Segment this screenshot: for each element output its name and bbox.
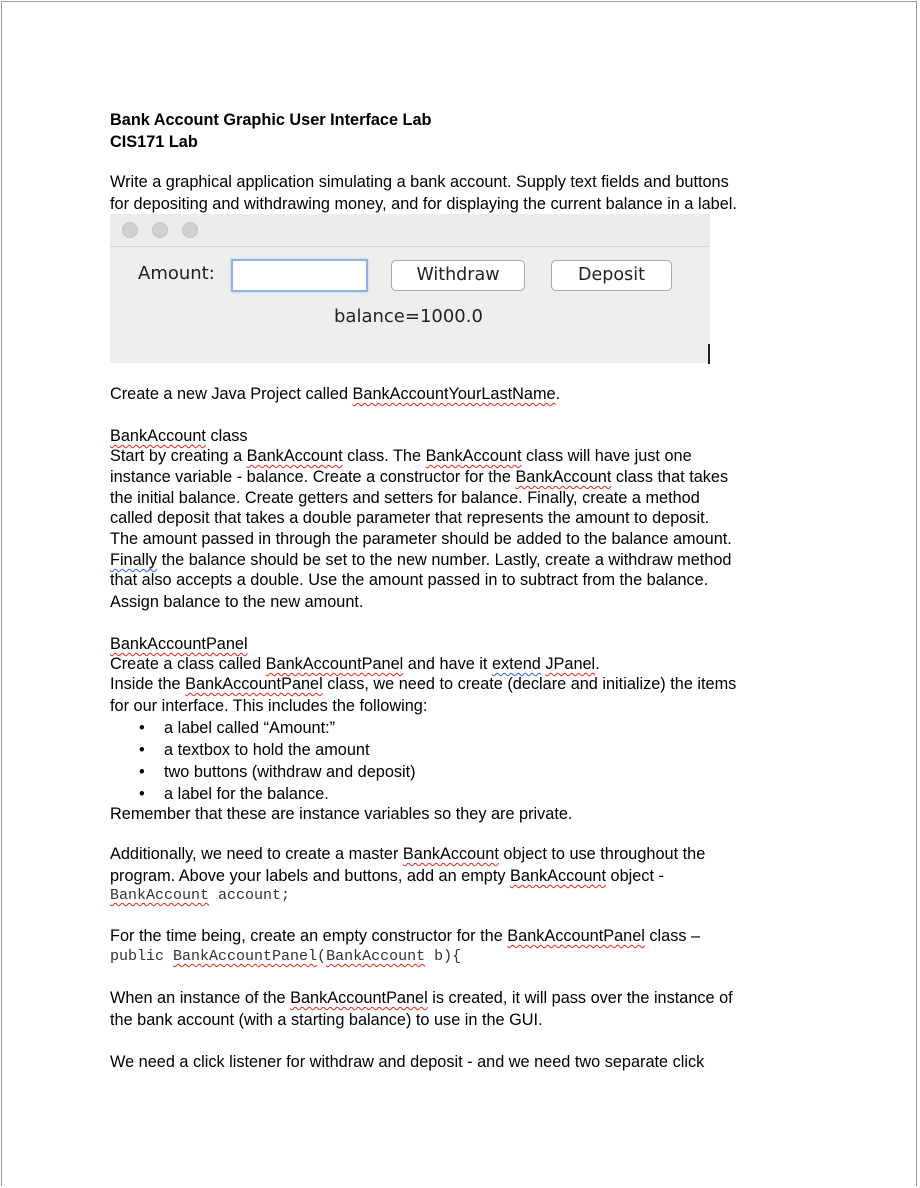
- doc-subtitle: CIS171 Lab: [110, 133, 198, 151]
- instance-line-1: When an instance of the BankAccountPanel is created, it will pass over the instance of: [110, 989, 733, 1007]
- panel-line-1: Create a class called BankAccountPanel and have it extend JPanel.: [110, 655, 600, 673]
- amount-label: Amount:: [138, 263, 215, 284]
- amount-input[interactable]: [231, 259, 368, 292]
- create-project-line: Create a new Java Project called BankAccountYourLastName.: [110, 385, 561, 403]
- bankaccount-line-4: called deposit that takes a double parameter that represents the amount to deposit.: [110, 509, 710, 527]
- bullet-marker: •: [139, 785, 145, 803]
- list-item: a label for the balance.: [164, 785, 329, 803]
- panel-line-2: Inside the BankAccountPanel class, we need to create (declare and initialize) the items: [110, 675, 737, 693]
- panel-heading: BankAccountPanel: [110, 635, 248, 653]
- list-item: a textbox to hold the amount: [164, 741, 370, 759]
- bullet-marker: •: [139, 763, 145, 781]
- intro-line-2: for depositing and withdrawing money, and for displaying the current balance in a label.: [110, 195, 737, 213]
- additional-line-1: Additionally, we need to create a master BankAccount object to use throughout the: [110, 845, 706, 863]
- bankaccount-line-7: that also accepts a double. Use the amount passed in to subtract from the balance.: [110, 571, 709, 589]
- account-code: BankAccount account;: [110, 887, 291, 904]
- bankaccount-line-6: Finally the balance should be set to the new number. Lastly, create a withdraw method: [110, 551, 732, 569]
- bank-account-window: [110, 214, 710, 363]
- bankaccount-line-3: the initial balance. Create getters and setters for balance. Finally, create a method: [110, 489, 700, 507]
- zoom-window-button[interactable]: [182, 222, 198, 238]
- bankaccount-heading: BankAccount class: [110, 427, 248, 445]
- listener-line-1: We need a click listener for withdraw and deposit - and we need two separate click: [110, 1053, 705, 1071]
- doc-title: Bank Account Graphic User Interface Lab: [110, 111, 432, 129]
- withdraw-button[interactable]: Withdraw: [391, 260, 525, 291]
- window-titlebar: [110, 214, 710, 247]
- instance-line-2: the bank account (with a starting balance) to use in the GUI.: [110, 1011, 543, 1029]
- additional-line-2: program. Above your labels and buttons, add an empty BankAccount object -: [110, 867, 664, 885]
- list-item: two buttons (withdraw and deposit): [164, 763, 416, 781]
- bullet-marker: •: [139, 719, 145, 737]
- bullet-marker: •: [139, 741, 145, 759]
- bankaccount-line-1: Start by creating a BankAccount class. The BankAccount class will have just one: [110, 447, 692, 465]
- intro-line-1: Write a graphical application simulating a bank account. Supply text fields and buttons: [110, 173, 729, 191]
- close-window-button[interactable]: [122, 222, 138, 238]
- balance-label: balance=1000.0: [334, 306, 483, 327]
- panel-line-4: Remember that these are instance variables so they are private.: [110, 805, 573, 823]
- bankaccount-line-5: The amount passed in through the parameter should be added to the balance amount.: [110, 530, 732, 548]
- panel-line-3: for our interface. This includes the following:: [110, 697, 428, 715]
- list-item: a label called “Amount:”: [164, 719, 336, 737]
- constructor-line-1: For the time being, create an empty constructor for the BankAccountPanel class –: [110, 927, 701, 945]
- deposit-button[interactable]: Deposit: [551, 260, 672, 291]
- bankaccount-line-2: instance variable - balance. Create a constructor for the BankAccount class that takes: [110, 468, 729, 486]
- project-name: BankAccountYourLastName: [352, 385, 556, 403]
- constructor-code: public BankAccountPanel(BankAccount b){: [110, 948, 462, 965]
- bankaccount-line-8: Assign balance to the new amount.: [110, 593, 364, 611]
- minimize-window-button[interactable]: [152, 222, 168, 238]
- window-edge-mark: [708, 344, 710, 364]
